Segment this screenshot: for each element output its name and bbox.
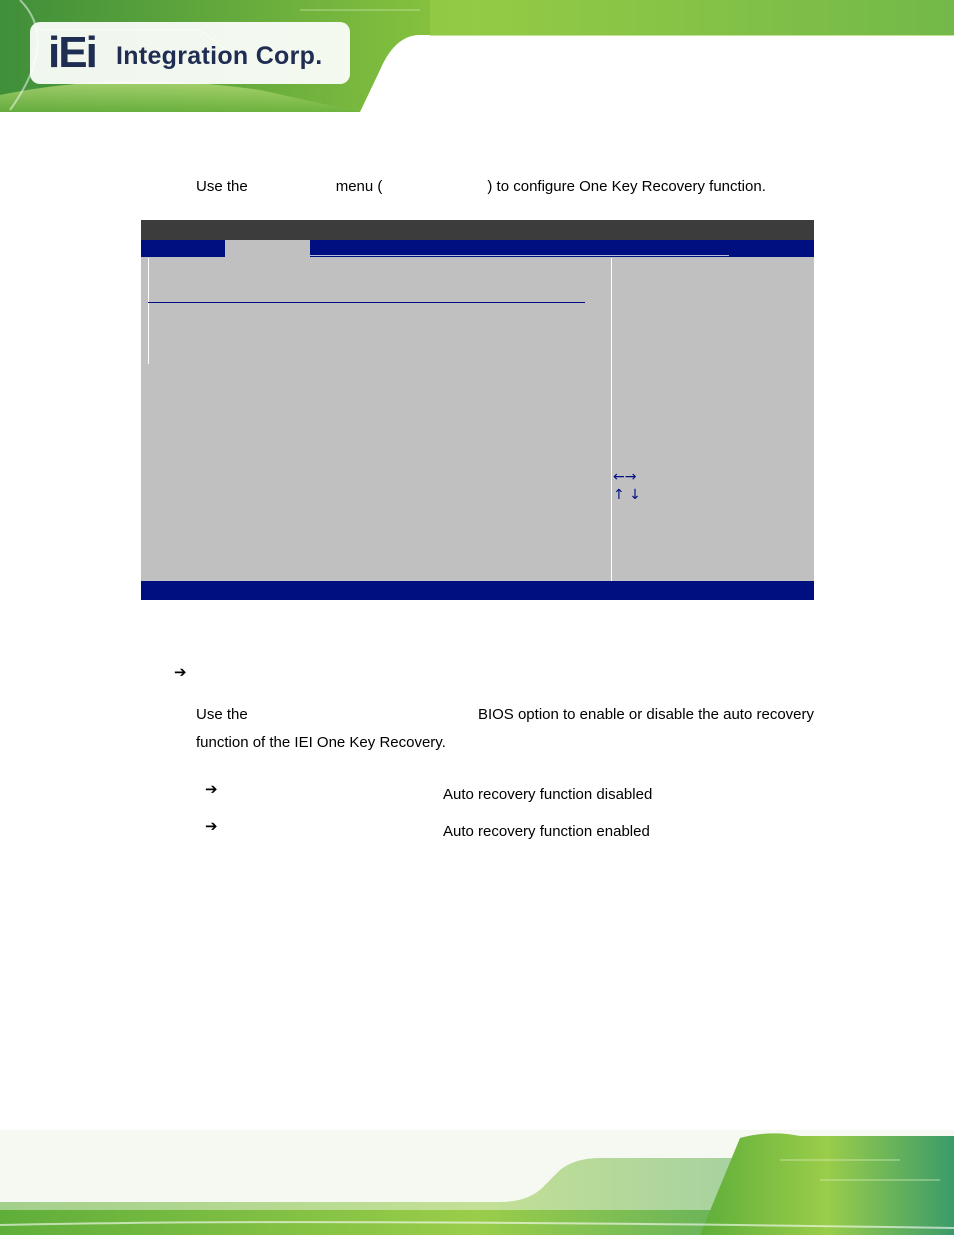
bios-tab-bar [141,240,814,257]
bios-screen [141,220,814,600]
bios-help-divider [611,258,612,581]
option-description [196,705,814,753]
bios-key-legend [613,468,641,504]
value-arrow-icon: ➔ [205,780,218,798]
description-line-1 [196,705,814,725]
bios-tab-underline [310,255,394,256]
value-description-enabled: Auto recovery function enabled [443,823,650,840]
intro-part1: Use the [196,178,248,195]
bios-separator [148,302,585,303]
value-description-disabled: Auto recovery function disabled [443,786,653,803]
description-part1: Use the [196,706,248,723]
intro-part3: ) to configure One Key Recovery function. [487,178,766,195]
description-part2: BIOS option to enable or disable the auto recovery [477,706,814,723]
bios-tab-underline [478,255,562,256]
intro-sentence [196,177,816,197]
up-down-arrows-icon: ↑ ↓ [613,487,641,503]
bios-title-bar [141,220,814,240]
bios-status-bar [141,581,814,600]
value-arrow-icon: ➔ [205,817,218,835]
bios-panel-border [148,258,149,364]
intro-part2: menu ( [335,178,383,195]
logo-mark: iEi [48,28,96,77]
logo-wordmark: Integration Corp. [116,42,323,70]
bios-tab-underline [562,255,646,256]
left-right-arrows-icon: ←→ [613,469,637,485]
bullet-arrow-icon: ➔ [174,663,187,681]
bios-tab-underline [394,255,478,256]
footer-banner [0,1130,954,1235]
bios-tab[interactable] [141,240,225,257]
bios-tab-selected[interactable] [225,240,310,257]
description-line-2: function of the IEI One Key Recovery. [196,734,446,751]
bios-tab-underline [646,255,729,256]
